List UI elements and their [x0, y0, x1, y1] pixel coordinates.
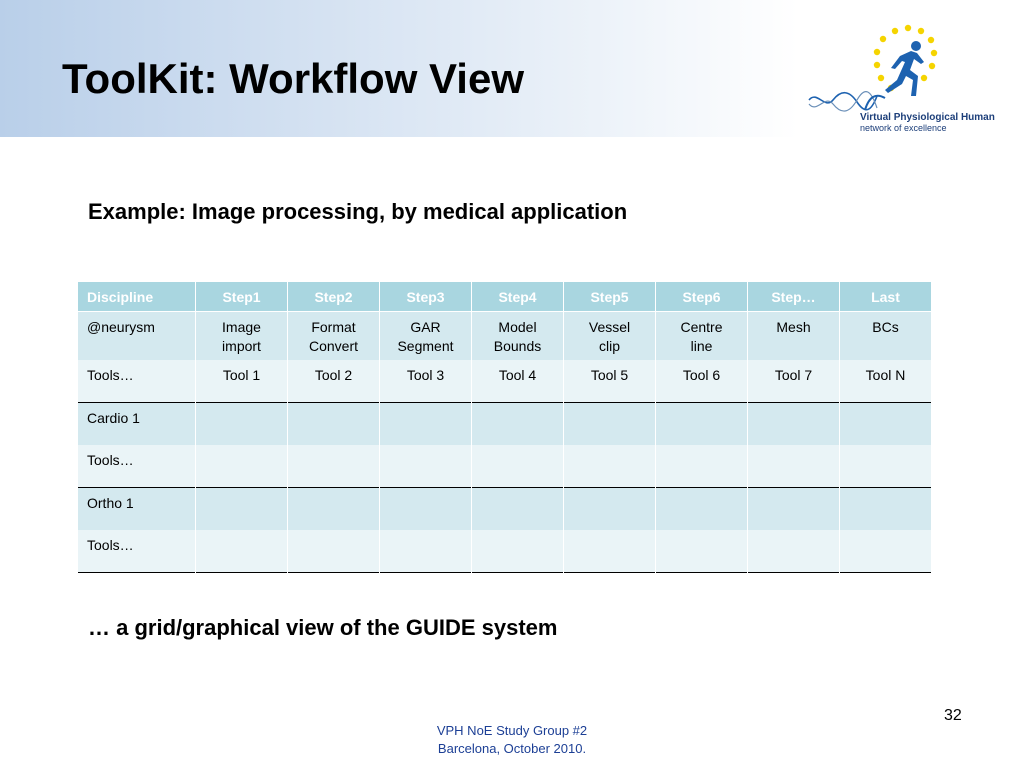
step-cell: [840, 445, 932, 488]
step-cell: Tool 7: [748, 360, 840, 403]
step-cell: Model Bounds: [472, 312, 564, 361]
table-header-row: [78, 282, 932, 312]
table-row: [78, 403, 932, 446]
step-cell: [196, 530, 288, 573]
step-cell: [472, 445, 564, 488]
step-cell: [564, 530, 656, 573]
step-cell: [564, 445, 656, 488]
column-header: Step…: [748, 282, 840, 312]
step-cell: [472, 488, 564, 531]
page-number: 32: [944, 707, 962, 724]
step-cell: [288, 403, 380, 446]
discipline-cell: Tools…: [78, 445, 196, 488]
table-row: [78, 360, 932, 403]
column-header: Step1: [196, 282, 288, 312]
step-cell: [748, 530, 840, 573]
step-cell: [656, 403, 748, 446]
step-cell: Vessel clip: [564, 312, 656, 361]
column-header: Step5: [564, 282, 656, 312]
discipline-cell: Tools…: [78, 360, 196, 403]
logo-tagline: network of excellence: [860, 123, 947, 133]
step-cell: [196, 488, 288, 531]
step-cell: [380, 403, 472, 446]
slide-conclusion: … a grid/graphical view of the GUIDE system: [88, 615, 558, 640]
step-cell: GAR Segment: [380, 312, 472, 361]
step-cell: [748, 403, 840, 446]
step-cell: Tool 4: [472, 360, 564, 403]
step-cell: [196, 445, 288, 488]
page-title: ToolKit: Workflow View: [62, 55, 524, 102]
discipline-cell: Cardio 1: [78, 403, 196, 446]
step-cell: [656, 488, 748, 531]
step-cell: [472, 530, 564, 573]
step-cell: [472, 403, 564, 446]
step-cell: Tool 2: [288, 360, 380, 403]
workflow-table: [77, 281, 932, 573]
column-header: Discipline: [78, 282, 196, 312]
step-cell: BCs: [840, 312, 932, 361]
table-row: [78, 445, 932, 488]
footer-line: VPH NoE Study Group #2: [436, 723, 588, 738]
table-row: [78, 530, 932, 573]
step-cell: Tool 6: [656, 360, 748, 403]
logo-name: Virtual Physiological Human: [860, 112, 995, 123]
column-header: Step4: [472, 282, 564, 312]
step-cell: [196, 403, 288, 446]
step-cell: Tool 3: [380, 360, 472, 403]
step-cell: Tool 5: [564, 360, 656, 403]
step-cell: [380, 445, 472, 488]
column-header: Last: [840, 282, 932, 312]
footer-line: Barcelona, October 2010.: [437, 741, 587, 756]
step-cell: [656, 530, 748, 573]
discipline-cell: Ortho 1: [78, 488, 196, 531]
step-cell: [656, 445, 748, 488]
step-cell: Tool N: [840, 360, 932, 403]
step-cell: [380, 530, 472, 573]
step-cell: [564, 403, 656, 446]
column-header: Step2: [288, 282, 380, 312]
step-cell: [288, 530, 380, 573]
discipline-cell: @neurysm: [78, 312, 196, 361]
step-cell: [840, 530, 932, 573]
slide-footer: [412, 722, 612, 758]
step-cell: Format Convert: [288, 312, 380, 361]
discipline-cell: Tools…: [78, 530, 196, 573]
step-cell: Mesh: [748, 312, 840, 361]
step-cell: [564, 488, 656, 531]
column-header: Step6: [656, 282, 748, 312]
slide-subtitle: Example: Image processing, by medical application: [88, 199, 628, 224]
table-row: [78, 488, 932, 531]
table-row: [78, 312, 932, 361]
step-cell: [840, 403, 932, 446]
step-cell: Tool 1: [196, 360, 288, 403]
step-cell: [748, 445, 840, 488]
column-header: Step3: [380, 282, 472, 312]
step-cell: [380, 488, 472, 531]
step-cell: Centre line: [656, 312, 748, 361]
step-cell: [840, 488, 932, 531]
step-cell: Image import: [196, 312, 288, 361]
step-cell: [288, 445, 380, 488]
step-cell: [288, 488, 380, 531]
step-cell: [748, 488, 840, 531]
